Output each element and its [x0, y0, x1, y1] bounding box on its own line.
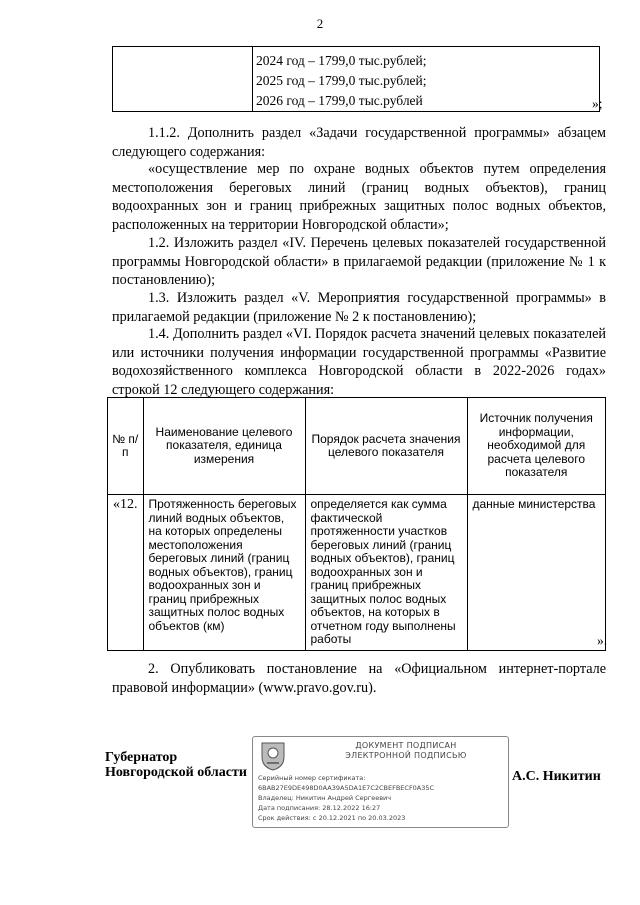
- funding-line-2024: 2024 год – 1799,0 тыс.рублей;: [256, 53, 427, 68]
- row-number: «12.: [108, 495, 144, 651]
- page-number: 2: [316, 16, 324, 31]
- electronic-signature-stamp: [252, 736, 509, 828]
- position-line-2: Новгородской области: [105, 765, 247, 780]
- header-number: № п/п: [108, 398, 144, 495]
- cert-owner: Владелец: Никитин Андрей Сергеевич: [258, 794, 392, 802]
- cert-value: 6BAB27E9DE498D0AA39A5DA1E7C2CBEFBECF0A35C: [258, 784, 435, 792]
- paragraph-1-4: 1.4. Дополнить раздел «VI. Порядок расчета значений целевых показателей или источники получения информации государственной программы «Развитие водохозяйственного комплекса Новгородской области в 2022-2026 годах» строкой 12 следующего содержания:: [112, 326, 606, 398]
- funding-line-2026: 2026 год – 1799,0 тыс.рублей: [256, 93, 423, 108]
- funding-table: [112, 46, 600, 112]
- row-source: данные министерства: [467, 495, 606, 651]
- paragraph-1-2: 1.2. Изложить раздел «IV. Перечень целевых показателей государственной программы Новгородской области» в прилагаемой редакции (приложение № 1 к постановлению);: [112, 235, 606, 289]
- cert-validity: Срок действия: с 20.12.2021 по 20.03.2023: [258, 814, 406, 822]
- funding-empty-cell: [113, 47, 253, 112]
- cert-signed-date: Дата подписания: 28.12.2022 16:27: [258, 804, 381, 812]
- position-line-1: Губернатор: [105, 750, 178, 765]
- paragraph-1-3: 1.3. Изложить раздел «V. Мероприятия государственной программы» в прилагаемой редакции (приложение № 2 к постановлению);: [112, 290, 606, 325]
- header-source: Источник получения информации, необходимой для расчета целевого показателя: [467, 398, 606, 495]
- header-indicator-name: Наименование целевого показателя, единица измерения: [143, 398, 305, 495]
- stamp-title-1: ДОКУМЕНТ ПОДПИСАН: [355, 741, 457, 750]
- stamp-title-2: ЭЛЕКТРОННОЙ ПОДПИСЬЮ: [345, 751, 467, 760]
- cert-label: Серийный номер сертификата:: [258, 774, 366, 782]
- funding-closing-quote: »;: [592, 96, 603, 111]
- row-calculation: определяется как сумма фактической протяженности участков береговых линий (границ водных объектов), границ водоохранных зон и границ прибрежных защитных полос водных объектов, на которых в отчетном году выполнены работы: [305, 495, 467, 651]
- indicator-table: [107, 397, 606, 651]
- paragraph-quote: «осуществление мер по охране водных объектов путем определения местоположения береговых линий (границ водных объектов), границ водоохранных зон и границ прибрежных защитных полос водных объектов, расположенных на территории Новгородской области»;: [112, 161, 606, 233]
- header-calculation: Порядок расчета значения целевого показателя: [305, 398, 467, 495]
- indicator-closing-quote: ».: [597, 633, 608, 648]
- coat-of-arms-icon: [260, 741, 286, 771]
- funding-values-cell: [253, 47, 600, 112]
- row-indicator-name: Протяженность береговых линий водных объектов, на которых определены местоположения береговых линий (границ водных объектов), границ водоохранных зон и границ прибрежных защитных полос водных объектов (км): [143, 495, 305, 651]
- signatory-name: А.С. Никитин: [512, 769, 601, 784]
- paragraph-1-1-2: 1.1.2. Дополнить раздел «Задачи государственной программы» абзацем следующего содержания:: [112, 125, 606, 160]
- funding-line-2025: 2025 год – 1799,0 тыс.рублей;: [256, 73, 427, 88]
- paragraph-2: 2. Опубликовать постановление на «Официальном интернет-портале правовой информации» (www.pravo.gov.ru).: [112, 661, 606, 696]
- signatory-position: [105, 750, 247, 780]
